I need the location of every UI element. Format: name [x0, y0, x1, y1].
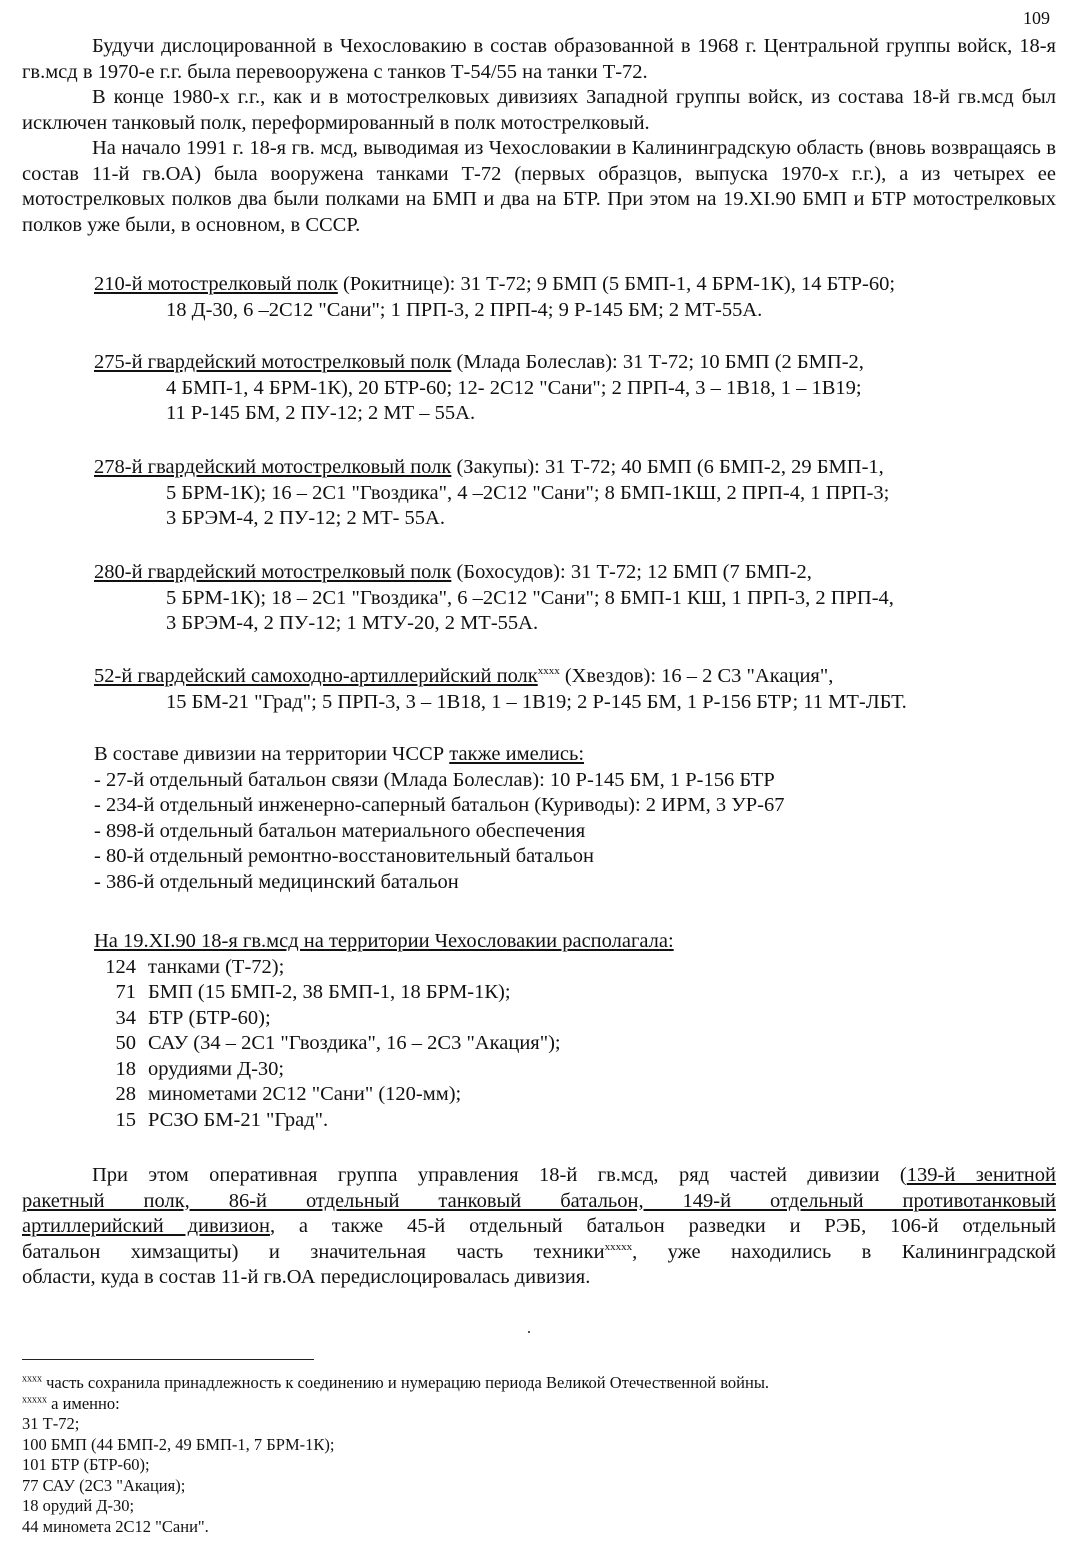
- footnote-text: а именно:: [47, 1393, 120, 1413]
- footnote-marker: xxxxx: [604, 1240, 633, 1253]
- list-item: - 898-й отдельный батальон материального обеспечения: [94, 819, 586, 842]
- unit-entry-210: [94, 272, 1064, 323]
- footnotes: [22, 1373, 769, 1537]
- footnote-item: 100 БМП (44 БМП-2, 49 БМП-1, 7 БРМ-1К);: [22, 1434, 335, 1454]
- unit-line: 4 БМП-1, 4 БРМ-1К), 20 БТР-60; 12- 2С12 "Сани"; 2 ПРП-4, 3 – 1В18, 1 – 1В19;: [166, 376, 862, 399]
- unit-line: 15 БМ-21 "Град"; 5 ПРП-3, 3 – 1В18, 1 – 1В19; 2 Р-145 БМ, 1 Р-156 БТР; 11 МТ-ЛБТ.: [166, 690, 907, 713]
- scan-speck: [528, 1331, 530, 1333]
- summary-row: [94, 1031, 1054, 1057]
- summary-heading: На 19.XI.90 18-я гв.мсд на территории Чехословакии располагала:: [94, 930, 674, 952]
- footnote: [22, 1394, 769, 1415]
- closing-underlined-text: артиллерийский дивизион: [22, 1215, 270, 1237]
- summary-count: 28: [115, 1083, 136, 1105]
- unit-line: 18 Д-30, 6 –2С12 "Сани"; 1 ПРП-3, 2 ПРП-4; 9 Р-145 БМ; 2 МТ-55А.: [166, 298, 763, 321]
- summary-text: САУ (34 – 2С1 "Гвоздика", 16 – 2С3 "Акация");: [148, 1032, 561, 1054]
- summary-text: БМП (15 БМП-2, 38 БМП-1, 18 БРМ-1К);: [148, 981, 511, 1003]
- closing-text: батальон химзащиты) и значительная часть техники: [22, 1240, 605, 1263]
- footnote: [22, 1373, 769, 1394]
- list-item: - 234-й отдельный инженерно-саперный батальон (Куриводы): 2 ИРМ, 3 УР-67: [94, 794, 785, 816]
- intro-paragraph: Будучи дислоцированной в Чехословакию в состав образованной в 1968 г. Центральной группы войск, 18-я гв.мсд в 1970-е г.г. была перевооружена с танков Т-54/55 на танки Т-72.: [22, 35, 1056, 83]
- summary-text: танками (Т-72);: [148, 955, 285, 978]
- list-item: - 386-й отдельный медицинский батальон: [94, 870, 459, 893]
- unit-line: 3 БРЭМ-4, 2 ПУ-12; 1 МТУ-20, 2 МТ-55А.: [166, 612, 539, 634]
- summary-count: 18: [115, 1057, 136, 1080]
- list-item: - 27-й отдельный батальон связи (Млада Болеслав): 10 Р-145 БМ, 1 Р-156 БТР: [94, 768, 775, 791]
- summary-count: 34: [115, 1006, 136, 1029]
- unit-name: 275-й гвардейский мотострелковый полк: [94, 351, 452, 373]
- closing-underlined-text: 139-й зенитной: [906, 1164, 1056, 1186]
- summary-row: [94, 955, 1054, 981]
- unit-line: (Закупы): 31 Т-72; 40 БМП (6 БМП-2, 29 БМП-1,: [451, 456, 884, 478]
- summary-count: 71: [115, 981, 136, 1003]
- heading-text: В составе дивизии на территории ЧССР: [94, 743, 450, 765]
- closing-line: [22, 1214, 1056, 1240]
- closing-line: [22, 1163, 1056, 1189]
- document-page: [22, 0, 1058, 1567]
- unit-line: 5 БРМ-1К); 16 – 2С1 "Гвоздика", 4 –2С12 "Сани"; 8 БМП-1КШ, 2 ПРП-4, 1 ПРП-3;: [166, 481, 890, 504]
- heading-underlined-text: также имелись:: [449, 743, 585, 765]
- summary-text: РСЗО БМ-21 "Град".: [148, 1108, 329, 1131]
- unit-line: (Млада Болеслав): 31 Т-72; 10 БМП (2 БМП-2,: [451, 351, 864, 373]
- summary-count: 124: [105, 955, 136, 978]
- unit-entry-280: [94, 560, 1064, 637]
- unit-name: 210-й мотострелковый полк: [94, 273, 338, 295]
- summary-count: 50: [115, 1032, 136, 1054]
- unit-line: 5 БРМ-1К); 18 – 2С1 "Гвоздика", 6 –2С12 "Сани"; 8 БМП-1 КШ, 1 ПРП-3, 2 ПРП-4,: [166, 586, 894, 609]
- summary-row: [94, 1006, 1054, 1032]
- closing-paragraph: [22, 1163, 1056, 1291]
- summary-row: [94, 980, 1054, 1006]
- summary-row: [94, 1082, 1054, 1108]
- additional-units-section: [94, 742, 1054, 895]
- footnote-marker: xxxx: [22, 1373, 42, 1385]
- footnote-marker: xxxx: [537, 665, 560, 678]
- page-number: 109: [1023, 8, 1050, 28]
- closing-text: , уже находились в Калининградской: [632, 1240, 1056, 1263]
- summary-row: [94, 1057, 1054, 1083]
- unit-line: 3 БРЭМ-4, 2 ПУ-12; 2 МТ- 55А.: [166, 507, 445, 529]
- unit-name: 280-й гвардейский мотострелковый полк: [94, 561, 452, 583]
- intro-paragraph: На начало 1991 г. 18-я гв. мсд, выводимая из Чехословакии в Калининградскую область (вновь возвращаясь в состав 11-й гв.ОА) была вооружена танками Т-72 (первых образцов, выпуска 1970-х г.г.), а из четырех ее мотострелковых полков два были полками на БМП и два на БТР. При этом на 19.XI.90 БМП и БТР мотострелковых полков уже были, в основном, в СССР.: [22, 137, 1056, 236]
- closing-line: [22, 1240, 1056, 1266]
- unit-line: (Рокитнице): 31 Т-72; 9 БМП (5 БМП-1, 4 БРМ-1К), 14 БТР-60;: [337, 273, 896, 295]
- unit-line: 11 Р-145 БМ, 2 ПУ-12; 2 МТ – 55А.: [166, 402, 476, 424]
- footnote-text: часть сохранила принадлежность к соединению и нумерацию периода Великой Отечественной войны.: [42, 1373, 770, 1392]
- footnote-item: 101 БТР (БТР-60);: [22, 1455, 150, 1474]
- unit-name: 52-й гвардейский самоходно-артиллерийский полк: [94, 665, 538, 687]
- additional-units-heading: [94, 742, 1054, 768]
- footnote-item: 31 Т-72;: [22, 1414, 80, 1433]
- closing-text: , а также 45-й отдельный батальон разведки и РЭБ, 106-й отдельный: [269, 1215, 1056, 1237]
- unit-line: (Хвездов): 16 – 2 С3 "Акация",: [559, 665, 834, 687]
- closing-text: При этом оперативная группа управления 18-й гв.мсд, ряд частей дивизии (: [92, 1164, 907, 1186]
- summary-text: БТР (БТР-60);: [148, 1006, 271, 1029]
- list-item: - 80-й отдельный ремонтно-восстановительный батальон: [94, 845, 594, 867]
- unit-entry-52: [94, 664, 1064, 715]
- footnote-item: 77 САУ (2С3 "Акация);: [22, 1475, 186, 1495]
- footnote-item: 18 орудий Д-30;: [22, 1496, 135, 1515]
- intro-section: [22, 34, 1056, 238]
- closing-line: области, куда в состав 11-й гв.ОА передислоцировалась дивизия.: [22, 1266, 591, 1288]
- footnote-item: 44 миномета 2С12 "Сани".: [22, 1516, 209, 1536]
- footnote-marker: xxxxx: [22, 1394, 47, 1405]
- equipment-summary: [94, 929, 1054, 1133]
- footnote-separator: [22, 1359, 314, 1360]
- summary-text: минометами 2С12 "Сани" (120-мм);: [148, 1083, 462, 1105]
- intro-paragraph: В конце 1980-х г.г., как и в мотострелковых дивизиях Западной группы войск, из состава 18-й гв.мсд был исключен танковый полк, переформированный в полк мотострелковый.: [22, 86, 1056, 134]
- summary-row: [94, 1108, 1054, 1134]
- unit-line: (Бохосудов): 31 Т-72; 12 БМП (7 БМП-2,: [451, 561, 812, 583]
- unit-entry-278: [94, 455, 1064, 532]
- unit-name: 278-й гвардейский мотострелковый полк: [94, 456, 452, 478]
- summary-text: орудиями Д-30;: [148, 1057, 285, 1080]
- closing-line: ракетный полк, 86-й отдельный танковый батальон, 149-й отдельный противотанковый: [22, 1189, 1056, 1212]
- summary-count: 15: [115, 1108, 136, 1131]
- unit-entry-275: [94, 350, 1064, 427]
